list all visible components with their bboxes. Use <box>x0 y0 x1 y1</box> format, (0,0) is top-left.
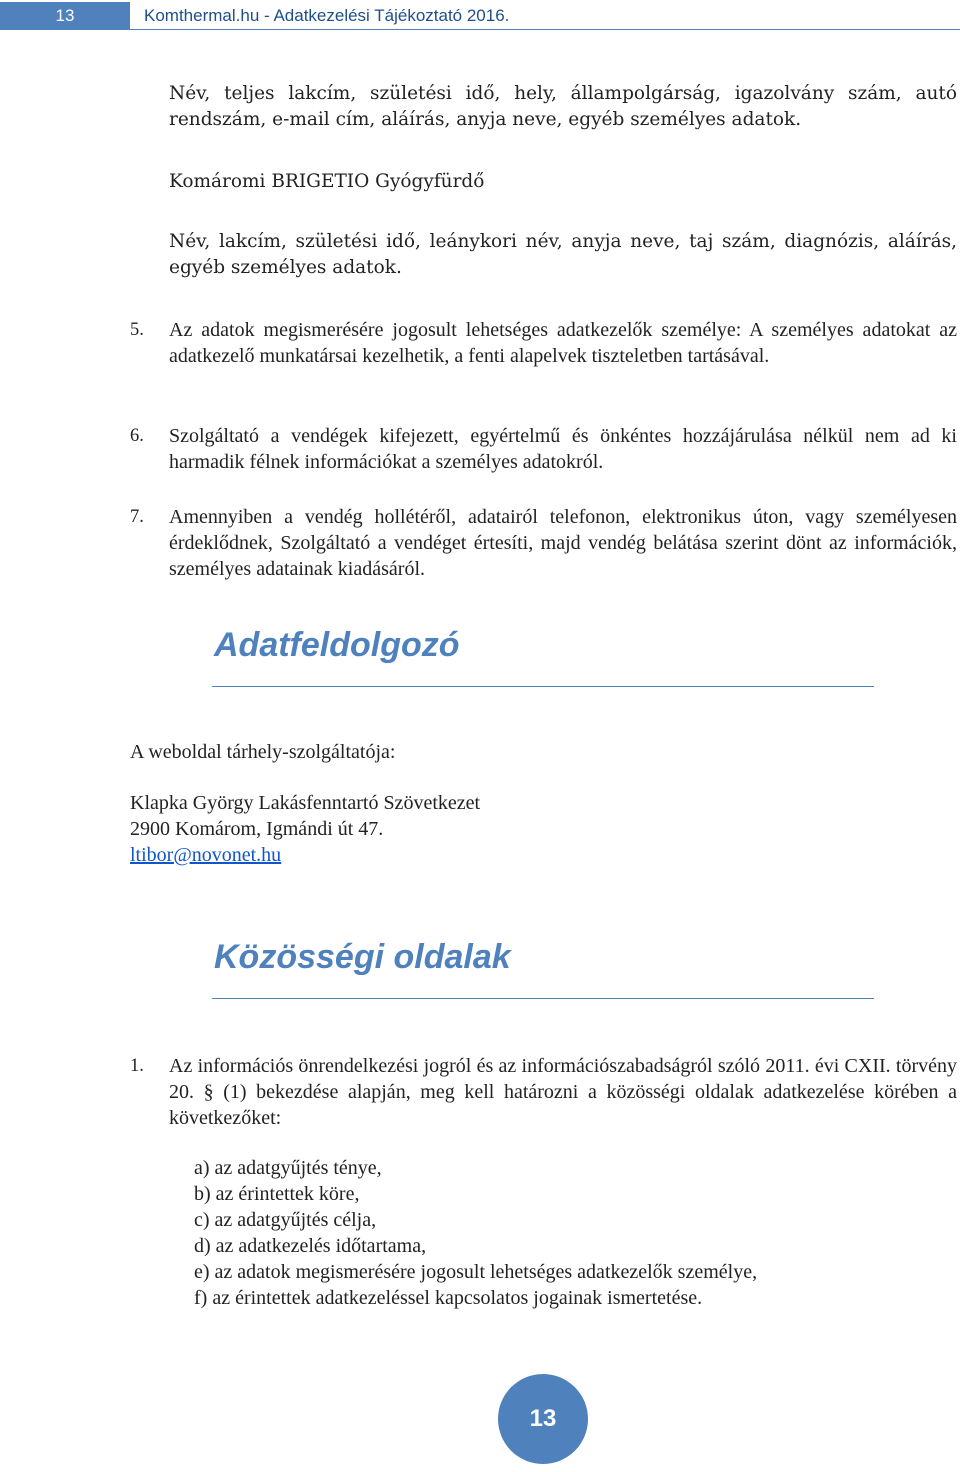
adatfeldolgozo-heading: Adatfeldolgozó <box>214 626 460 664</box>
list-item: c) az adatgyűjtés célja, <box>194 1209 377 1231</box>
item-number: 1. <box>130 1056 144 1076</box>
item-number: 6. <box>130 426 144 446</box>
list-item: b) az érintettek köre, <box>194 1183 360 1205</box>
company-address: 2900 Komárom, Igmándi út 47. <box>130 818 384 840</box>
header-page-number: 13 <box>0 2 130 29</box>
brigetio-text: Név, lakcím, születési idő, leánykori név, anyja neve, taj szám, diagnózis, aláírás, egyéb személyes adatok. <box>169 231 957 278</box>
item-text: Szolgáltató a vendégek kifejezett, egyértelmű és önkéntes hozzájárulása nélkül nem ad ki harmadik félnek információkat a személyes adatokról. <box>169 425 957 473</box>
item-number: 7. <box>130 507 144 527</box>
item-text: Az információs önrendelkezési jogról és az információszabadságról szóló 2011. évi CXII. törvény 20. § (1) bekezdése alapján, meg kell határozni a közösségi oldalak adatkezelése körében a következőket: <box>169 1055 957 1129</box>
company-email-row <box>130 842 281 868</box>
heading-divider <box>212 998 874 999</box>
list-item: f) az érintettek adatkezeléssel kapcsolatos jogainak ismertetése. <box>194 1287 703 1309</box>
hosting-label: A weboldal tárhely-szolgáltatója: <box>130 741 396 763</box>
item-text: Az adatok megismerésére jogosult lehetséges adatkezelők személye: A személyes adatokat az adatkezelő munkatársai kezelhetik, a fenti alapelvek tiszteletben tartásával. <box>169 319 957 367</box>
item-text: Amennyiben a vendég hollétéről, adatairól telefonon, elektronikus úton, vagy személyesen érdeklődnek, Szolgáltató a vendéget értesíti, majd vendég belátása szerint dönt az információk, személyes adatainak kiadásáról. <box>169 506 957 580</box>
kozossegi-heading: Közösségi oldalak <box>214 938 511 976</box>
brigetio-title: Komáromi BRIGETIO Gyógyfürdő <box>169 171 485 192</box>
company-name: Klapka György Lakásfenntartó Szövetkezet <box>130 792 481 814</box>
item-number: 5. <box>130 320 144 340</box>
footer-page-number: 13 <box>498 1374 588 1464</box>
list-item: d) az adatkezelés időtartama, <box>194 1235 427 1257</box>
page-header <box>0 0 960 30</box>
heading-divider <box>212 686 874 687</box>
intro-paragraph: Név, teljes lakcím, születési idő, hely, állampolgárság, igazolvány szám, autó rendszám, e-mail cím, aláírás, anyja neve, egyéb személyes adatok. <box>169 83 957 130</box>
list-item: e) az adatok megismerésére jogosult lehetséges adatkezelők személye, <box>194 1261 758 1283</box>
header-title: Komthermal.hu - Adatkezelési Tájékoztató 2016. <box>144 6 510 25</box>
header-divider <box>0 29 960 30</box>
email-link[interactable]: ltibor@novonet.hu <box>130 844 282 866</box>
list-item: a) az adatgyűjtés ténye, <box>194 1157 382 1179</box>
